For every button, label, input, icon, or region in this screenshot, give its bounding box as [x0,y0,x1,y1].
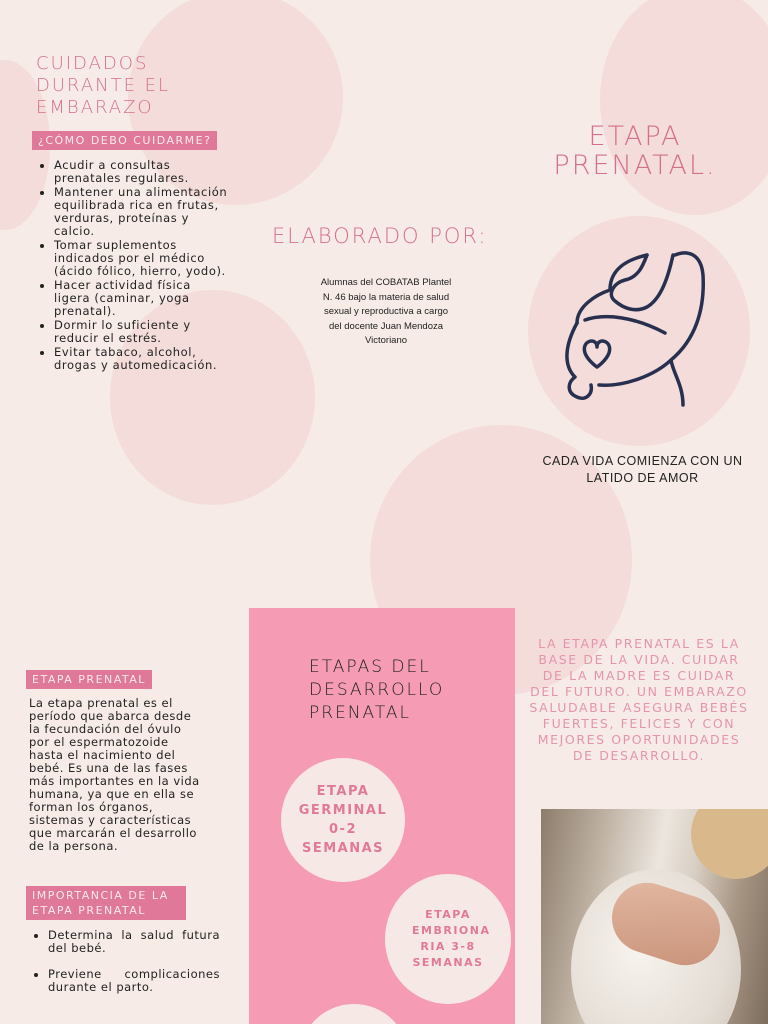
list-item-cut [48,1007,220,1013]
list-item: • Previene complicaciones durante el parto. [48,968,220,994]
pregnant-belly-photo [541,809,768,1024]
importancia-tag: IMPORTANCIA DE LA ETAPA PRENATAL [26,886,186,920]
stage-embrionaria-label: ETAPA EMBRIONA RIA 3-8 SEMANAS [412,908,491,969]
portada-title: ETAPA PRENATAL. [553,121,717,181]
pregnant-woman-icon [555,245,715,415]
etapa-tag: ETAPA PRENATAL [26,670,152,689]
quote-text: LA ETAPA PRENATAL ES LA BASE DE LA VIDA. CUIDAR DE LA MADRE ES CUIDAR DEL FUTURO. UN EMBARAZO SALUDABLE ASEGURA BEBÉS FUERTES, FELICES Y CON MEJORES OPORTUNIDADES DE DESARROLLO. [529,636,749,763]
list-item: • Dormir lo suficiente y reducir el estrés. [54,319,230,345]
list-item: • Determina la salud futura del bebé. [48,929,220,955]
portada-tagline: CADA VIDA COMIENZA CON UN LATIDO DE AMOR [542,454,743,485]
elaborado-body: Alumnas del COBATAB Plantel N. 46 bajo la materia de salud sexual y reproductiva a cargo del docente Juan Mendoza Victoriano [320,277,452,347]
photo-hair [691,809,768,879]
desarrollo-panel [249,608,515,1024]
list-item: • Tomar suplementos indicados por el médico (ácido fólico, hierro, yodo). [54,239,230,278]
list-item: • Acudir a consultas prenatales regulares. [54,159,230,185]
stage-next [299,1004,409,1024]
cuidados-title: CUIDADOS DURANTE EL EMBARAZO [36,53,171,118]
list-item: • Evitar tabaco, alcohol, drogas y automedicación. [54,346,230,372]
stage-embrionaria [385,874,511,1004]
list-item: • Hacer actividad física ligera (caminar, yoga prenatal). [54,279,230,318]
desarrollo-title: ETAPAS DEL DESARROLLO PRENATAL [309,657,445,723]
stage-germinal-label: ETAPA GERMINAL 0-2 SEMANAS [298,784,388,856]
importancia-list [30,929,220,1014]
cuidados-list [36,159,230,373]
stage-germinal [281,758,405,882]
cuidados-tag: ¿CÓMO DEBO CUIDARME? [32,131,217,150]
elaborado-title: ELABORADO POR: [272,224,488,248]
list-item: • Mantener una alimentación equilibrada rica en frutas, verduras, proteínas y calcio. [54,186,230,238]
etapa-body: La etapa prenatal es el período que abarca desde la fecundación del óvulo por el espermatozoide hasta el nacimiento del bebé. Es una de las fases más importantes en la vida humana, ya que en ella se forman los órganos, sistemas y características que marcarán el desarrollo de la persona. [29,696,200,853]
decor-blob [600,0,768,215]
